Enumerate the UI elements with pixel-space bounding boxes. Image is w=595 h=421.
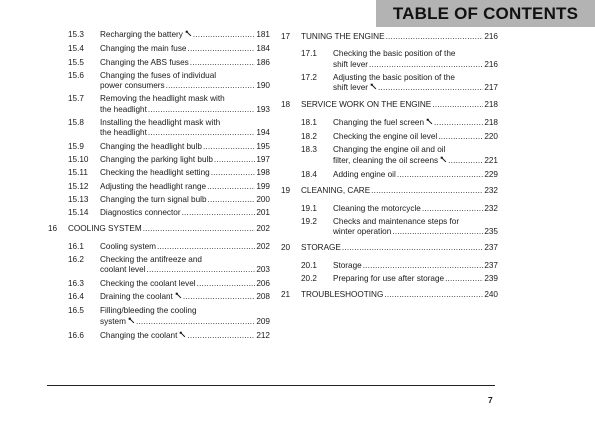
- toc-entry-title-line: Checking the basic position of the: [333, 49, 456, 59]
- toc-entry-number: 16.2: [68, 255, 84, 265]
- toc-entry[interactable]: [48, 279, 270, 289]
- toc-page-number: 200: [256, 194, 270, 204]
- leader-dots: [422, 204, 483, 214]
- toc-entry-number: 15.6: [68, 70, 84, 80]
- leader-dots: [363, 261, 484, 271]
- toc-entry-title-line: Filling/bleeding the cooling: [100, 306, 197, 316]
- toc-page-number: 193: [256, 104, 270, 114]
- toc-page-number: 201: [256, 208, 270, 218]
- toc-entry-number: 15.9: [68, 141, 84, 151]
- toc-entry-title: shift lever: [333, 59, 369, 69]
- toc-entry-title: Adjusting the headlight range: [100, 181, 207, 191]
- leader-dots: [386, 32, 484, 42]
- toc-entry-number: 18: [281, 100, 291, 110]
- toc-entry[interactable]: [48, 30, 270, 41]
- toc-entry-title: SERVICE WORK ON THE ENGINE: [301, 100, 432, 110]
- toc-entry-title: Cooling system: [100, 241, 156, 251]
- toc-entry-title: Changing the main fuse: [100, 44, 187, 54]
- toc-entry-title: Changing the headlight bulb: [100, 141, 202, 151]
- toc-entry-title: Preparing for use after storage: [333, 274, 445, 284]
- leader-dots: [136, 317, 255, 327]
- toc-page-number: 240: [484, 290, 498, 300]
- toc-entry[interactable]: [281, 274, 498, 284]
- toc-page-number: 190: [256, 81, 270, 91]
- toc-entry-title: TROUBLESHOOTING: [301, 290, 384, 300]
- toc-entry[interactable]: [281, 204, 498, 214]
- toc-entry-title: Changing the ABS fuses: [100, 57, 189, 67]
- toc-entry-title-line: Removing the headlight mask with: [100, 94, 225, 104]
- wrench-icon: [370, 83, 377, 94]
- toc-entry[interactable]: [281, 132, 498, 142]
- toc-entry[interactable]: [48, 142, 270, 152]
- page-number: 7: [488, 395, 493, 405]
- toc-entry-number: 15.8: [68, 118, 84, 128]
- toc-entry-title: power consumers: [100, 81, 165, 91]
- leader-dots: [157, 242, 255, 252]
- toc-entry-title: Changing the turn signal bulb: [100, 194, 207, 204]
- wrench-icon: [185, 30, 192, 41]
- toc-entry-title: Cleaning the motorcycle: [333, 203, 421, 213]
- toc-page-number: 184: [256, 44, 270, 54]
- toc-page-number: 186: [256, 57, 270, 67]
- toc-entry-number: 15.14: [68, 208, 89, 218]
- toc-entry-title: CLEANING, CARE: [301, 186, 371, 196]
- toc-page-number: 202: [256, 224, 270, 234]
- toc-entry-title: the headlight: [100, 104, 147, 114]
- toc-entry-title: Adding engine oil: [333, 169, 396, 179]
- toc-entry-title: STORAGE: [301, 243, 341, 253]
- toc-page-number: 199: [256, 181, 270, 191]
- toc-entry[interactable]: [48, 58, 270, 68]
- toc-entry-number: 19: [281, 186, 291, 196]
- toc-entry-title: COOLING SYSTEM: [68, 224, 142, 234]
- toc-page-number: 206: [256, 278, 270, 288]
- toc-page-number: 229: [484, 169, 498, 179]
- toc-entry[interactable]: [48, 168, 270, 178]
- leader-dots: [432, 100, 483, 110]
- toc-entry-number: 17.1: [301, 49, 317, 59]
- leader-dots: [183, 292, 256, 302]
- toc-entry-title-line: Changing the engine oil and oil: [333, 145, 446, 155]
- toc-entry-title-line: Checking the antifreeze and: [100, 255, 202, 265]
- toc-page-number: 235: [484, 227, 498, 237]
- leader-dots: [448, 156, 483, 166]
- toc-entry-title: filter, cleaning the oil screens: [333, 155, 439, 165]
- toc-entry[interactable]: [48, 195, 270, 205]
- toc-page-number: 217: [484, 83, 498, 93]
- toc-entry-title: Diagnostics connector: [100, 208, 181, 218]
- leader-dots: [197, 279, 256, 289]
- leader-dots: [208, 195, 256, 205]
- toc-entry[interactable]: [48, 255, 270, 276]
- leader-dots: [214, 155, 255, 165]
- toc-entry-number: 17: [281, 32, 291, 41]
- toc-page-number: 195: [256, 141, 270, 151]
- toc-entry[interactable]: [48, 242, 270, 252]
- toc-entry[interactable]: [281, 73, 498, 95]
- toc-chapter[interactable]: [281, 290, 498, 300]
- toc-entry-number: 15.7: [68, 94, 84, 104]
- toc-page-number: 220: [484, 132, 498, 142]
- toc-entry-title: Checking the coolant level: [100, 278, 196, 288]
- wrench-icon: [175, 292, 182, 303]
- toc-page-number: 218: [484, 100, 498, 110]
- toc-entry[interactable]: [48, 182, 270, 192]
- toc-entry[interactable]: [281, 170, 498, 180]
- footer-divider: [47, 385, 495, 386]
- toc-entry-title: Changing the parking light bulb: [100, 154, 213, 164]
- toc-entry-title: Checking the engine oil level: [333, 132, 438, 142]
- leader-dots: [187, 44, 255, 54]
- toc-page-number: 221: [484, 155, 498, 165]
- leader-dots: [190, 58, 256, 68]
- toc-page-number: 216: [484, 32, 498, 41]
- toc-page-number: 216: [484, 59, 498, 69]
- leader-dots: [187, 331, 255, 341]
- toc-entry-number: 18.2: [301, 132, 317, 142]
- toc-page-number: 218: [484, 117, 498, 127]
- toc-entry[interactable]: [48, 94, 270, 115]
- leader-dots: [207, 182, 255, 192]
- toc-entry-title: Storage: [333, 260, 362, 270]
- leader-dots: [392, 227, 483, 237]
- toc-entry[interactable]: [48, 155, 270, 165]
- toc-entry-title-line: Checks and maintenance steps for: [333, 216, 460, 226]
- wrench-icon: [426, 118, 433, 129]
- toc-entry-number: 16: [48, 224, 58, 234]
- toc-entry-number: 15.5: [68, 57, 84, 67]
- toc-entry-number: 19.2: [301, 216, 317, 226]
- toc-page-number: 209: [256, 316, 270, 326]
- toc-entry-title: Changing the fuel screen: [333, 117, 425, 127]
- leader-dots: [211, 168, 256, 178]
- toc-page-number: 237: [484, 260, 498, 270]
- toc-entry-title: Draining the coolant: [100, 291, 173, 301]
- toc-entry[interactable]: [48, 44, 270, 54]
- toc-entry[interactable]: [48, 71, 270, 92]
- toc-entry[interactable]: [281, 261, 498, 271]
- toc-entry-number: 20.1: [301, 260, 317, 270]
- leader-dots: [384, 290, 483, 300]
- toc-entry-title-line: Adjusting the basic position of the: [333, 72, 455, 82]
- leader-dots: [434, 118, 483, 128]
- leader-dots: [147, 265, 256, 275]
- toc-entry-number: 15.12: [68, 181, 89, 191]
- toc-entry-number: 18.4: [301, 169, 317, 179]
- toc-page-number: 203: [256, 265, 270, 275]
- toc-page-number: 198: [256, 168, 270, 178]
- leader-dots: [166, 81, 256, 91]
- wrench-icon: [440, 156, 447, 167]
- toc-entry-number: 16.3: [68, 278, 84, 288]
- toc-entry-title: the headlight: [100, 128, 147, 138]
- leader-dots: [369, 60, 483, 70]
- toc-entry[interactable]: [281, 217, 498, 238]
- toc-chapter[interactable]: [48, 224, 270, 234]
- wrench-icon: [179, 331, 186, 342]
- toc-entry-title: system: [100, 316, 126, 326]
- toc-entry-number: 16.1: [68, 241, 84, 251]
- toc-chapter[interactable]: [281, 243, 498, 253]
- toc-entry-number: 16.4: [68, 291, 84, 301]
- wrench-icon: [128, 317, 135, 328]
- toc-entry-number: 20.2: [301, 274, 317, 284]
- toc-chapter[interactable]: [281, 100, 498, 110]
- toc-entry-number: 15.13: [68, 194, 89, 204]
- leader-dots: [397, 170, 484, 180]
- toc-page-number: 232: [484, 203, 498, 213]
- toc-page-number: 212: [256, 330, 270, 340]
- page-title: TABLE OF CONTENTS: [376, 0, 595, 27]
- toc-entry[interactable]: [281, 145, 498, 167]
- leader-dots: [193, 30, 255, 40]
- leader-dots: [342, 243, 483, 253]
- toc-entry-number: 18.3: [301, 145, 317, 155]
- toc-entry-number: 20: [281, 243, 291, 253]
- toc-entry-number: 19.1: [301, 203, 317, 213]
- toc-entry-number: 16.5: [68, 306, 84, 316]
- leader-dots: [203, 142, 255, 152]
- toc-entry-title: coolant level: [100, 265, 146, 275]
- toc-entry-title: Checking the headlight setting: [100, 168, 210, 178]
- toc-page-number: 239: [484, 274, 498, 284]
- toc-chapter[interactable]: [281, 32, 498, 42]
- toc-entry[interactable]: [48, 292, 270, 303]
- toc-entry-number: 21: [281, 290, 291, 300]
- toc-entry-number: 18.1: [301, 117, 317, 127]
- toc-entry[interactable]: [48, 306, 270, 328]
- leader-dots: [143, 224, 256, 234]
- toc-entry-title: TUNING THE ENGINE: [301, 32, 385, 41]
- toc-page-number: 208: [256, 291, 270, 301]
- toc-page-number: 194: [256, 128, 270, 138]
- toc-entry[interactable]: [48, 118, 270, 139]
- leader-dots: [445, 274, 483, 284]
- toc-entry[interactable]: [281, 49, 498, 70]
- toc-entry-title-line: Installing the headlight mask with: [100, 118, 221, 128]
- toc-entry-title-line: Changing the fuses of individual: [100, 70, 217, 80]
- toc-entry-title: winter operation: [333, 227, 392, 237]
- toc-entry[interactable]: [48, 208, 270, 218]
- toc-page-number: 197: [256, 154, 270, 164]
- leader-dots: [378, 83, 483, 93]
- leader-dots: [182, 208, 256, 218]
- toc-page-number: 202: [256, 241, 270, 251]
- toc-entry-number: 15.10: [68, 154, 89, 164]
- toc-chapter[interactable]: [281, 186, 498, 196]
- toc-entry-title: Recharging the battery: [100, 30, 183, 39]
- toc-entry-number: 15.4: [68, 44, 84, 54]
- toc-entry-title: Changing the coolant: [100, 330, 178, 340]
- toc-entry-number: 16.6: [68, 330, 84, 340]
- toc-left-column: [48, 30, 270, 345]
- toc-page-number: 181: [256, 30, 270, 39]
- toc-entry-number: 15.11: [68, 168, 88, 178]
- leader-dots: [438, 132, 483, 142]
- toc-entry-title: shift lever: [333, 83, 369, 93]
- leader-dots: [371, 186, 483, 196]
- toc-entry-number: 15.3: [68, 30, 84, 39]
- toc-page-number: 237: [484, 243, 498, 253]
- toc-entry-number: 17.2: [301, 72, 317, 82]
- toc-right-column: [281, 30, 498, 308]
- leader-dots: [148, 128, 255, 138]
- leader-dots: [148, 105, 255, 115]
- toc-page-number: 232: [484, 186, 498, 196]
- toc-entry[interactable]: [281, 118, 498, 129]
- toc-entry[interactable]: [48, 331, 270, 342]
